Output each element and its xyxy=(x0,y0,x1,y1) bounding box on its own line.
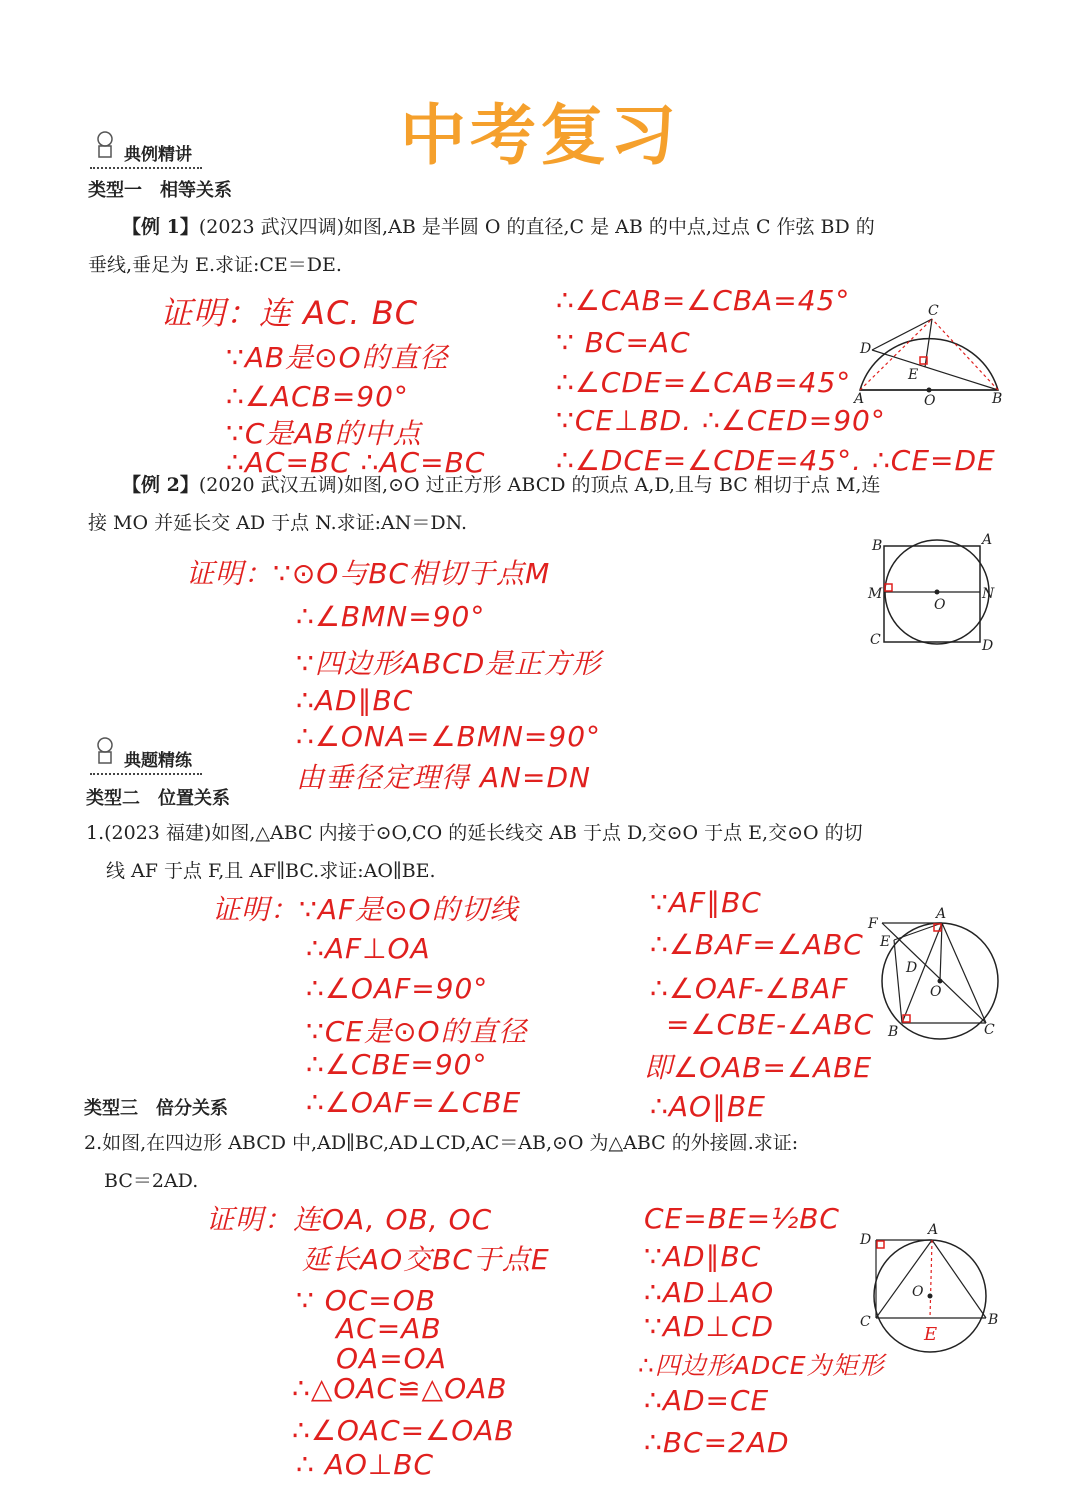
figure-semicircle xyxy=(850,295,1010,410)
proof-line: ∴∠OAF=90° xyxy=(306,972,489,1005)
section-badge-examples xyxy=(90,138,202,169)
proof-line: =∠CBE-∠ABC xyxy=(666,1008,875,1041)
example2-line1 xyxy=(122,466,1002,504)
proof-line: CE=BE=½BC xyxy=(644,1202,840,1235)
proof-line: ∴AD=CE xyxy=(644,1384,770,1417)
fig1-label: O xyxy=(924,393,936,409)
proof-line: ∴AC=BC ∴AC=BC xyxy=(226,446,486,479)
fig3-label: D xyxy=(906,960,918,976)
proof-line: ∵四边形ABCD是正方形 xyxy=(296,647,602,680)
fig2-label: A xyxy=(982,532,993,548)
problem1-line1: 1.(2023 福建)如图,△ABC 内接于⊙O,CO 的延长线交 AB 于点 D,交⊙O 于点 E,交⊙O 的切 xyxy=(86,822,863,844)
fig1-label: B xyxy=(992,391,1003,407)
proof-line: 证明：∵⊙O与BC相切于点M xyxy=(186,557,551,590)
fig1-label: C xyxy=(928,303,939,319)
proof-line: ∵ BC=AC xyxy=(556,326,691,359)
fig4-label: C xyxy=(860,1314,871,1330)
proof-line: ∵CE⊥BD. ∴∠CED=90° xyxy=(556,404,886,437)
example2-line2: 接 MO 并延长交 AD 于点 N.求证:AN＝DN. xyxy=(88,512,468,534)
proof-line: ∴ AO⊥BC xyxy=(296,1448,435,1481)
proof-line: OA=OA xyxy=(336,1342,447,1375)
example1-line1 xyxy=(122,208,1002,246)
example1-tag: 【例 1】 xyxy=(122,216,199,238)
fig3-label: F xyxy=(868,916,878,932)
proof-line: ∴∠OAF=∠CBE xyxy=(306,1086,522,1119)
proof-line: ∴△OAC≌△OAB xyxy=(292,1372,508,1405)
type-two-heading: 类型二 位置关系 xyxy=(86,788,230,809)
proof-line: ∴AD∥BC xyxy=(296,684,414,717)
proof-line: ∴∠OAC=∠OAB xyxy=(292,1414,515,1447)
proof-line: ∵AD⊥CD xyxy=(644,1310,775,1343)
fig4-label: D xyxy=(860,1232,872,1248)
proof-line: ∴∠ONA=∠BMN=90° xyxy=(296,720,602,753)
proof-line: 由垂径定理得 AN=DN xyxy=(296,761,591,794)
badge-label: 典题精练 xyxy=(124,751,192,771)
proof-line: 证明：连 AC. BC xyxy=(160,294,419,332)
mascot-icon xyxy=(92,130,118,160)
fig3-label: O xyxy=(930,984,942,1000)
fig4-label: O xyxy=(912,1284,924,1300)
proof-line: 证明：∵AF是⊙O的切线 xyxy=(212,893,519,926)
fig2-label: B xyxy=(872,538,883,554)
problem1-line2: 线 AF 于点 F,且 AF∥BC.求证:AO∥BE. xyxy=(106,860,436,882)
fig1-label: E xyxy=(908,367,919,383)
fig1-label: A xyxy=(854,391,865,407)
section-badge-practice xyxy=(90,744,202,775)
proof-line: ∴AF⊥OA xyxy=(306,932,431,965)
fig2-label: M xyxy=(868,586,883,602)
fig1-label: D xyxy=(860,341,872,357)
proof-line: AC=AB xyxy=(336,1312,442,1345)
fig2-label: O xyxy=(934,597,946,613)
problem2-line1: 2.如图,在四边形 ABCD 中,AD∥BC,AD⊥CD,AC＝AB,⊙O 为△ABC 的外接圆.求证: xyxy=(84,1132,799,1154)
fig4-label: B xyxy=(988,1312,999,1328)
proof-line: ∵ OC=OB xyxy=(296,1284,437,1317)
proof-line: 即∠OAB=∠ABE xyxy=(644,1051,873,1084)
fig2-label: N xyxy=(982,586,995,602)
example2-tag: 【例 2】 xyxy=(122,474,199,496)
proof-line: ∴∠CBE=90° xyxy=(306,1048,488,1081)
example2-text: (2020 武汉五调)如图,⊙O 过正方形 ABCD 的顶点 A,D,且与 BC 相切于点 M,连 xyxy=(198,474,881,496)
example1-line2: 垂线,垂足为 E.求证:CE＝DE. xyxy=(88,254,342,276)
badge-label: 典例精讲 xyxy=(124,145,192,165)
fig3-label: E xyxy=(880,934,891,950)
proof-line: 证明：连OA, OB, OC xyxy=(206,1203,493,1236)
figure-quadrilateral-circle xyxy=(856,1222,1006,1357)
proof-line: ∵CE是⊙O的直径 xyxy=(306,1015,528,1048)
proof-line: 延长AO交BC于点E xyxy=(302,1243,550,1276)
fig4-label: E xyxy=(924,1324,938,1345)
fig2-label: C xyxy=(870,632,881,648)
proof-line: ∴BC=2AD xyxy=(644,1426,790,1459)
fig4-label: A xyxy=(928,1222,939,1238)
type-one-heading: 类型一 相等关系 xyxy=(88,180,232,201)
figure-circle-square xyxy=(862,532,1012,657)
proof-line: ∴AO∥BE xyxy=(650,1090,766,1123)
fig2-label: D xyxy=(982,638,994,654)
page-title: 中考复习 xyxy=(400,97,680,174)
proof-line: ∴∠CAB=∠CBA=45° xyxy=(556,284,851,317)
proof-line: ∴∠BAF=∠ABC xyxy=(650,928,864,961)
proof-line: ∴∠BMN=90° xyxy=(296,600,486,633)
fig3-label: B xyxy=(888,1024,899,1040)
proof-line: ∴∠DCE=∠CDE=45°. ∴CE=DE xyxy=(556,444,996,477)
proof-line: ∵AF∥BC xyxy=(650,886,762,919)
fig3-label: A xyxy=(936,906,947,922)
proof-line: ∵C是AB的中点 xyxy=(226,417,422,450)
proof-line: ∴∠OAF-∠BAF xyxy=(650,972,849,1005)
proof-line: ∴四边形ADCE为矩形 xyxy=(638,1351,885,1380)
mascot-icon xyxy=(92,736,118,766)
figure-inscribed-triangle xyxy=(864,906,1014,1041)
type-three-heading: 类型三 倍分关系 xyxy=(84,1098,228,1119)
example1-text: (2023 武汉四调)如图,AB 是半圆 O 的直径,C 是 AB 的中点,过点 C 作弦 BD 的 xyxy=(198,216,875,238)
fig3-label: C xyxy=(984,1022,995,1038)
proof-line: ∵AB是⊙O的直径 xyxy=(226,341,449,374)
proof-line: ∵AD∥BC xyxy=(644,1240,762,1273)
proof-line: ∴∠CDE=∠CAB=45° xyxy=(556,366,852,399)
proof-line: ∴∠ACB=90° xyxy=(226,380,409,413)
problem2-line2: BC＝2AD. xyxy=(104,1170,199,1192)
proof-line: ∴AD⊥AO xyxy=(644,1276,775,1309)
